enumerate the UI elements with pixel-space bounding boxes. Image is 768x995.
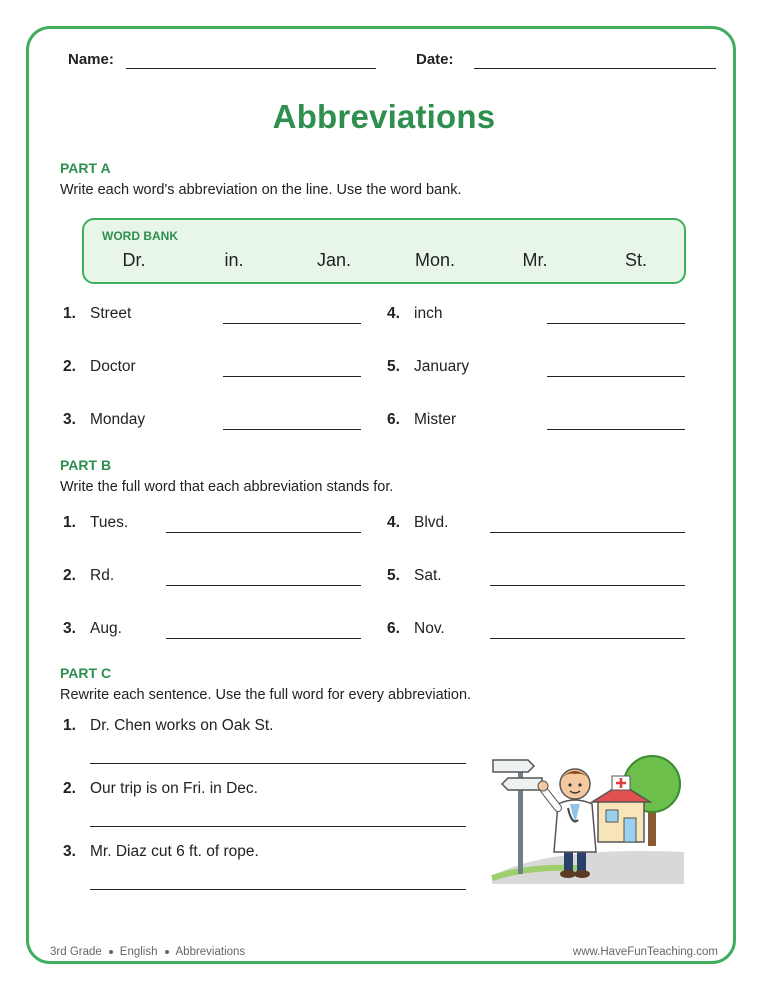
item-number: 2. bbox=[63, 780, 76, 797]
word-bank bbox=[82, 218, 686, 284]
answer-line[interactable] bbox=[223, 429, 361, 430]
bullet-icon bbox=[109, 950, 113, 954]
hospital-building bbox=[598, 800, 644, 842]
part-c-heading: PART C bbox=[60, 665, 112, 681]
street-sign bbox=[493, 760, 534, 772]
item-abbreviation: Blvd. bbox=[414, 514, 449, 531]
answer-line[interactable] bbox=[90, 826, 466, 827]
answer-line[interactable] bbox=[166, 585, 361, 586]
answer-line[interactable] bbox=[490, 532, 685, 533]
item-word: Mister bbox=[414, 411, 457, 428]
item-number: 5. bbox=[387, 567, 400, 584]
doctor-eye bbox=[578, 783, 581, 786]
doctor-illustration bbox=[488, 748, 688, 888]
answer-line[interactable] bbox=[547, 429, 685, 430]
item-number: 3. bbox=[63, 843, 76, 860]
answer-line[interactable] bbox=[90, 763, 466, 764]
answer-line[interactable] bbox=[166, 532, 361, 533]
answer-line[interactable] bbox=[166, 638, 361, 639]
name-field[interactable] bbox=[126, 68, 376, 69]
part-b-instruction: Write the full word that each abbreviation stands for. bbox=[60, 479, 394, 495]
word-bank-word: St. bbox=[624, 250, 648, 270]
sentence-text: Dr. Chen works on Oak St. bbox=[90, 717, 274, 734]
item-word: January bbox=[414, 358, 470, 375]
item-number: 4. bbox=[387, 514, 400, 531]
doctor-eye bbox=[568, 783, 571, 786]
doctor-shoe bbox=[560, 870, 576, 878]
item-number: 1. bbox=[63, 717, 76, 734]
word-bank-word: Mon. bbox=[414, 250, 456, 270]
answer-line[interactable] bbox=[90, 889, 466, 890]
item-number: 5. bbox=[387, 358, 400, 375]
window bbox=[606, 810, 618, 822]
name-label: Name: bbox=[68, 51, 114, 68]
item-word: Monday bbox=[90, 411, 146, 428]
item-number: 6. bbox=[387, 411, 400, 428]
item-number: 2. bbox=[63, 358, 76, 375]
footer-website[interactable]: www.HaveFunTeaching.com bbox=[572, 946, 718, 958]
item-number: 1. bbox=[63, 514, 76, 531]
answer-line[interactable] bbox=[490, 638, 685, 639]
door bbox=[624, 818, 636, 842]
item-word: Doctor bbox=[90, 358, 136, 375]
page-title: Abbreviations bbox=[272, 98, 496, 135]
word-bank-title: WORD BANK bbox=[102, 229, 178, 243]
answer-line[interactable] bbox=[547, 323, 685, 324]
sentence-text: Our trip is on Fri. in Dec. bbox=[90, 780, 258, 797]
answer-line[interactable] bbox=[490, 585, 685, 586]
date-field[interactable] bbox=[474, 68, 716, 69]
item-abbreviation: Nov. bbox=[414, 620, 445, 637]
street-sign bbox=[502, 778, 542, 790]
item-number: 4. bbox=[387, 305, 400, 322]
footer-breadcrumb bbox=[50, 946, 245, 958]
part-a-heading: PART A bbox=[60, 160, 111, 176]
item-number: 3. bbox=[63, 411, 76, 428]
item-abbreviation: Rd. bbox=[90, 567, 115, 584]
item-word: Street bbox=[90, 305, 132, 322]
part-c-instruction: Rewrite each sentence. Use the full word for every abbreviation. bbox=[60, 687, 472, 703]
item-number: 3. bbox=[63, 620, 76, 637]
footer-topic: Abbreviations bbox=[175, 946, 246, 958]
word-bank-word: in. bbox=[224, 250, 244, 270]
sentence-text: Mr. Diaz cut 6 ft. of rope. bbox=[90, 843, 259, 860]
part-a-instruction: Write each word's abbreviation on the line. Use the word bank. bbox=[60, 182, 462, 198]
date-label: Date: bbox=[416, 51, 454, 68]
part-b-heading: PART B bbox=[60, 457, 112, 473]
item-word: inch bbox=[414, 305, 443, 322]
word-bank-word: Mr. bbox=[522, 250, 548, 270]
item-number: 6. bbox=[387, 620, 400, 637]
answer-line[interactable] bbox=[223, 376, 361, 377]
item-abbreviation: Aug. bbox=[90, 620, 122, 637]
item-abbreviation: Tues. bbox=[90, 514, 129, 531]
item-number: 1. bbox=[63, 305, 76, 322]
footer-grade: 3rd Grade bbox=[50, 946, 102, 958]
doctor-hand bbox=[538, 781, 548, 791]
word-bank-word: Dr. bbox=[122, 250, 146, 270]
doctor-shoe bbox=[574, 870, 590, 878]
item-number: 2. bbox=[63, 567, 76, 584]
footer-subject: English bbox=[119, 946, 158, 958]
bullet-icon bbox=[165, 950, 169, 954]
item-abbreviation: Sat. bbox=[414, 567, 442, 584]
word-bank-word: Jan. bbox=[316, 250, 352, 270]
answer-line[interactable] bbox=[547, 376, 685, 377]
answer-line[interactable] bbox=[223, 323, 361, 324]
